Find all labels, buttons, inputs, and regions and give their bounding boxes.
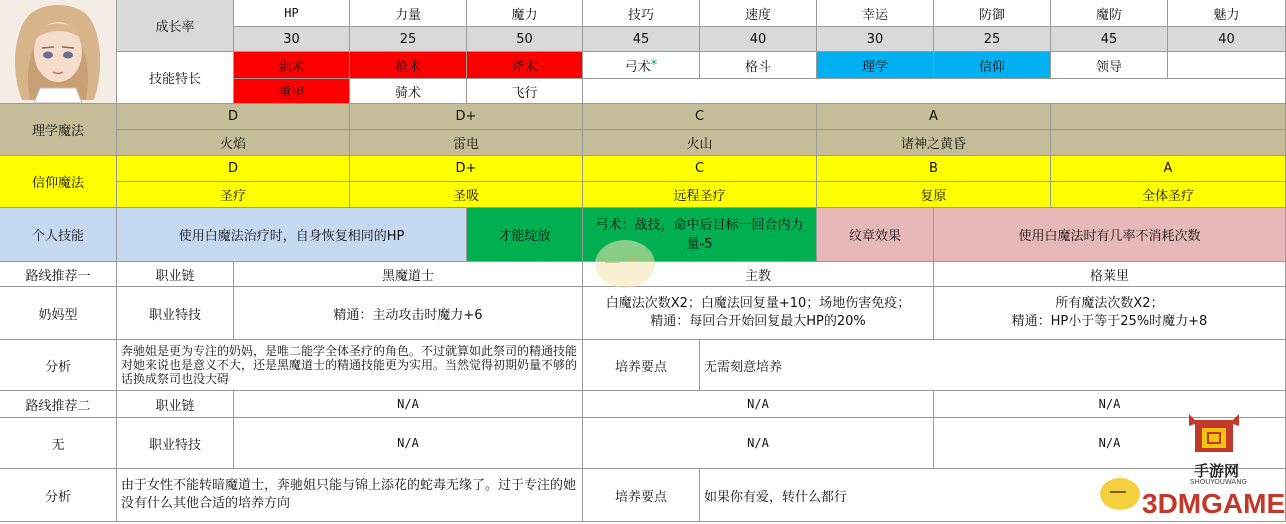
stat-name-dex: 技巧 bbox=[583, 0, 700, 27]
faith-rank-1: D bbox=[117, 156, 350, 182]
faith-spell-3: 远程圣疗 bbox=[583, 182, 817, 208]
route2-chain-label: 职业链 bbox=[117, 391, 234, 418]
route2-mastery-2: N/A bbox=[583, 418, 934, 469]
stat-name-mag: 魔力 bbox=[467, 0, 583, 27]
route1-analysis: 奔驰姐是更为专注的奶妈，是唯二能学全体圣疗的角色。不过就算如此祭司的精通技能对她来说也是意义不大，还是黑魔道士的精通技能更为实用。当然觉得初期奶量不够的话换成祭司也没大碍 bbox=[117, 340, 583, 391]
skill-flying: 飞行 bbox=[467, 79, 583, 104]
route1-type: 奶妈型 bbox=[0, 287, 117, 340]
route2-class-2: N/A bbox=[583, 391, 934, 418]
reason-spell-4: 诸神之黄昏 bbox=[817, 130, 1051, 156]
3dmgame-logo bbox=[1092, 412, 1286, 520]
route1-class-1: 黑魔道士 bbox=[234, 262, 583, 287]
route1-analysis-label: 分析 bbox=[0, 340, 117, 391]
skill-bow-star-mark: * bbox=[650, 57, 658, 73]
faith-spell-1: 圣疗 bbox=[117, 182, 350, 208]
skill-lance: 枪术 bbox=[350, 52, 467, 79]
reason-spell-1: 火焰 bbox=[117, 130, 350, 156]
stat-value-def: 25 bbox=[934, 27, 1051, 52]
faith-magic-label: 信仰魔法 bbox=[0, 156, 117, 208]
reason-spell-2: 雷电 bbox=[350, 130, 583, 156]
faith-rank-3: C bbox=[583, 156, 817, 182]
route2-analysis: 由于女性不能转暗魔道士，奔驰姐只能与锦上添花的蛇毒无缘了。过于专注的她没有什么其他合适的培养方向 bbox=[117, 469, 583, 522]
skill-brawl: 格斗 bbox=[700, 52, 817, 79]
route2-points-label: 培养要点 bbox=[583, 469, 700, 522]
stat-value-str: 25 bbox=[350, 27, 467, 52]
route2-class-3: N/A bbox=[934, 391, 1286, 418]
faith-spell-5: 全体圣疗 bbox=[1051, 182, 1286, 208]
stat-value-spd: 40 bbox=[700, 27, 817, 52]
reason-rank-4: A bbox=[817, 104, 1051, 130]
character-portrait bbox=[0, 0, 117, 104]
route1-mastery-2-line2: 精通：每回合开始回复最大HP的20% bbox=[650, 314, 866, 329]
stat-value-dex: 45 bbox=[583, 27, 700, 52]
route2-type: 无 bbox=[0, 418, 117, 469]
reason-rank-2: D+ bbox=[350, 104, 583, 130]
logo-site-pinyin: SHOUYOUWANG bbox=[1190, 478, 1247, 486]
route2-mastery-1: N/A bbox=[234, 418, 583, 469]
skill-bow-label: 弓术 bbox=[624, 59, 651, 75]
route1-mastery-1: 精通：主动攻击时魔力+6 bbox=[234, 287, 583, 340]
reason-spell-3: 火山 bbox=[583, 130, 817, 156]
faith-spell-4: 复原 bbox=[817, 182, 1051, 208]
faith-rank-5: A bbox=[1051, 156, 1286, 182]
stat-value-res: 45 bbox=[1051, 27, 1168, 52]
stat-name-spd: 速度 bbox=[700, 0, 817, 27]
route2-mastery-label: 职业特技 bbox=[117, 418, 234, 469]
talent-label: 才能绽放 bbox=[467, 208, 583, 262]
logo-brand: 3DMGAME bbox=[1142, 488, 1286, 519]
crest-label: 纹章效果 bbox=[817, 208, 934, 262]
personal-skill-desc: 使用白魔法治疗时，自身恢复相同的HP bbox=[117, 208, 467, 262]
route2-title: 路线推荐二 bbox=[0, 391, 117, 418]
stat-name-res: 魔防 bbox=[1051, 0, 1168, 27]
route2-points: 如果你有爱，转什么都行 bbox=[700, 469, 1286, 522]
skill-faith: 信仰 bbox=[934, 52, 1051, 79]
stat-name-lck: 幸运 bbox=[817, 0, 934, 27]
skill-axe: 斧术 bbox=[467, 52, 583, 79]
skill-empty bbox=[1168, 52, 1286, 79]
route2-analysis-label: 分析 bbox=[0, 469, 117, 522]
route2-mastery-3: N/A bbox=[934, 418, 1286, 469]
route1-mastery-label: 职业特技 bbox=[117, 287, 234, 340]
reason-rank-3: C bbox=[583, 104, 817, 130]
route1-mastery-3-line1: 所有魔法次数X2； bbox=[1055, 296, 1164, 311]
personal-skill-label: 个人技能 bbox=[0, 208, 117, 262]
stat-value-hp: 30 bbox=[234, 27, 350, 52]
route1-points-label: 培养要点 bbox=[583, 340, 700, 391]
talent-desc: 弓术：战技，命中后目标一回合内力量-5 bbox=[583, 208, 817, 262]
route1-mastery-3-line2: 精通：HP小于等于25%时魔力+8 bbox=[1011, 314, 1208, 329]
route1-title: 路线推荐一 bbox=[0, 262, 117, 287]
skill-authority: 领导 bbox=[1051, 52, 1168, 79]
stat-name-str: 力量 bbox=[350, 0, 467, 27]
route1-points: 无需刻意培养 bbox=[700, 340, 1286, 391]
route2-class-1: N/A bbox=[234, 391, 583, 418]
skill-sword: 剑术 bbox=[234, 52, 350, 79]
growth-label: 成长率 bbox=[117, 0, 234, 52]
stat-name-hp: HP bbox=[234, 0, 350, 27]
mascot-watermark-icon bbox=[590, 232, 660, 292]
stat-name-def: 防御 bbox=[934, 0, 1051, 27]
skills-label: 技能特长 bbox=[117, 52, 234, 104]
logo-site-cn: 手游网 bbox=[1194, 462, 1240, 480]
route1-chain-label: 职业链 bbox=[117, 262, 234, 287]
faith-spell-2: 圣吸 bbox=[350, 182, 583, 208]
route1-mastery-2 bbox=[583, 287, 934, 340]
reason-spell-5 bbox=[1051, 130, 1286, 156]
route1-class-2: 主教 bbox=[583, 262, 934, 287]
reason-rank-1: D bbox=[117, 104, 350, 130]
route1-class-3: 格莱里 bbox=[934, 262, 1286, 287]
crest-desc: 使用白魔法时有几率不消耗次数 bbox=[934, 208, 1286, 262]
reason-rank-5 bbox=[1051, 104, 1286, 130]
route1-mastery-2-line1: 白魔法次数X2；白魔法回复量+10；场地伤害免疫； bbox=[605, 296, 911, 311]
stat-value-mag: 50 bbox=[467, 27, 583, 52]
route1-mastery-3 bbox=[934, 287, 1286, 340]
skill-riding: 骑术 bbox=[350, 79, 467, 104]
stat-value-cha: 40 bbox=[1168, 27, 1286, 52]
skill-row2-empty bbox=[583, 79, 1286, 104]
reason-magic-label: 理学魔法 bbox=[0, 104, 117, 156]
skill-bow bbox=[583, 52, 700, 79]
stat-name-cha: 魅力 bbox=[1168, 0, 1286, 27]
faith-rank-4: B bbox=[817, 156, 1051, 182]
stat-value-lck: 30 bbox=[817, 27, 934, 52]
skill-reason: 理学 bbox=[817, 52, 934, 79]
faith-rank-2: D+ bbox=[350, 156, 583, 182]
skill-armor: 重甲 bbox=[234, 79, 350, 104]
